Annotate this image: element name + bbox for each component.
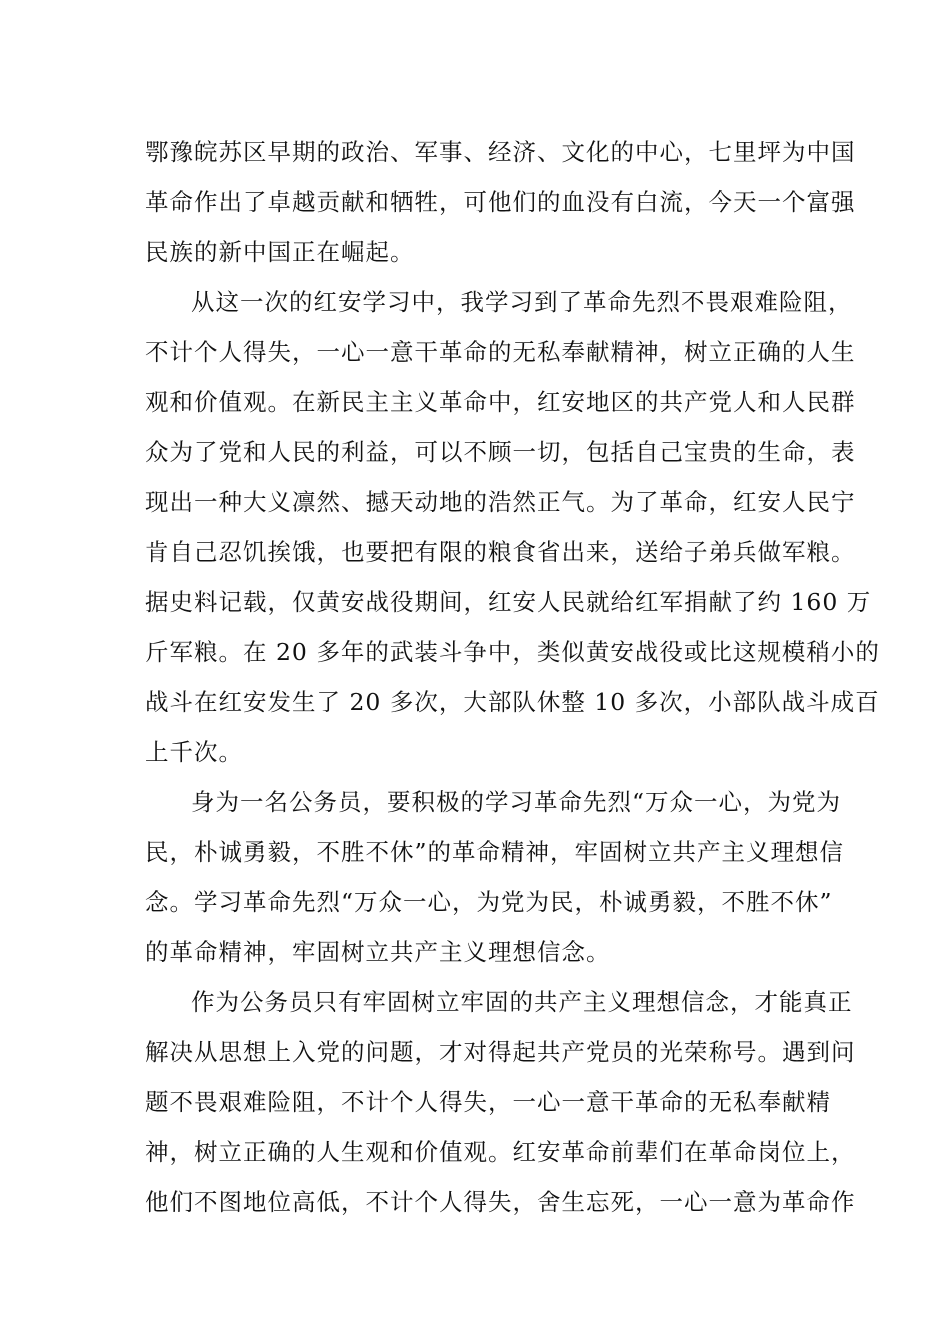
paragraph-1-line-2: 革命作出了卓越贡献和牺牲，可他们的血没有白流，今天一个富强 (145, 188, 856, 216)
paragraph-2-line-10: 上千次。 (145, 738, 243, 766)
paragraph-2-line-9: 战斗在红安发生了 20 多次，大部队休整 10 多次，小部队战斗成百 (145, 688, 880, 716)
paragraph-2-line-1: 从这一次的红安学习中，我学习到了革命先烈不畏艰难险阻， (191, 288, 853, 316)
paragraph-4-line-5: 他们不图地位高低，不计个人得失，舍生忘死，一心一意为革命作 (145, 1188, 856, 1216)
paragraph-1-line-3: 民族的新中国正在崛起。 (145, 238, 415, 266)
paragraph-2-line-4: 众为了党和人民的利益，可以不顾一切，包括自己宝贵的生命，表 (145, 438, 856, 466)
paragraph-2-line-6: 肯自己忍饥挨饿，也要把有限的粮食省出来，送给子弟兵做军粮。 (145, 538, 856, 566)
paragraph-4-line-2: 解决从思想上入党的问题，才对得起共产党员的光荣称号。遇到问 (145, 1038, 856, 1066)
paragraph-2-line-5: 现出一种大义凛然、撼天动地的浩然正气。为了革命，红安人民宁 (145, 488, 856, 516)
paragraph-2-line-3: 观和价值观。在新民主主义革命中，红安地区的共产党人和人民群 (145, 388, 856, 416)
paragraph-4-line-4: 神，树立正确的人生观和价值观。红安革命前辈们在革命岗位上， (145, 1138, 856, 1166)
paragraph-3-line-1: 身为一名公务员，要积极的学习革命先烈“万众一心，为党为 (191, 788, 842, 816)
paragraph-4-line-1: 作为公务员只有牢固树立牢固的共产主义理想信念，才能真正 (191, 988, 853, 1016)
paragraph-1-line-1: 鄂豫皖苏区早期的政治、军事、经济、文化的中心，七里坪为中国 (145, 138, 856, 166)
paragraph-2-line-2: 不计个人得失，一心一意干革命的无私奉献精神，树立正确的人生 (145, 338, 856, 366)
paragraph-3-line-2: 民，朴诚勇毅，不胜不休”的革命精神，牢固树立共产主义理想信 (145, 838, 845, 866)
paragraph-4-line-3: 题不畏艰难险阻，不计个人得失，一心一意干革命的无私奉献精 (145, 1088, 831, 1116)
document-body (145, 127, 880, 1227)
paragraph-2-line-8: 斤军粮。在 20 多年的武装斗争中，类似黄安战役或比这规模稍小的 (145, 638, 880, 666)
paragraph-3-line-4: 的革命精神，牢固树立共产主义理想信念。 (145, 938, 611, 966)
paragraph-3-line-3: 念。学习革命先烈“万众一心，为党为民，朴诚勇毅，不胜不休” (145, 888, 833, 916)
paragraph-2-line-7: 据史料记载，仅黄安战役期间，红安人民就给红军捐献了约 160 万 (145, 588, 872, 616)
